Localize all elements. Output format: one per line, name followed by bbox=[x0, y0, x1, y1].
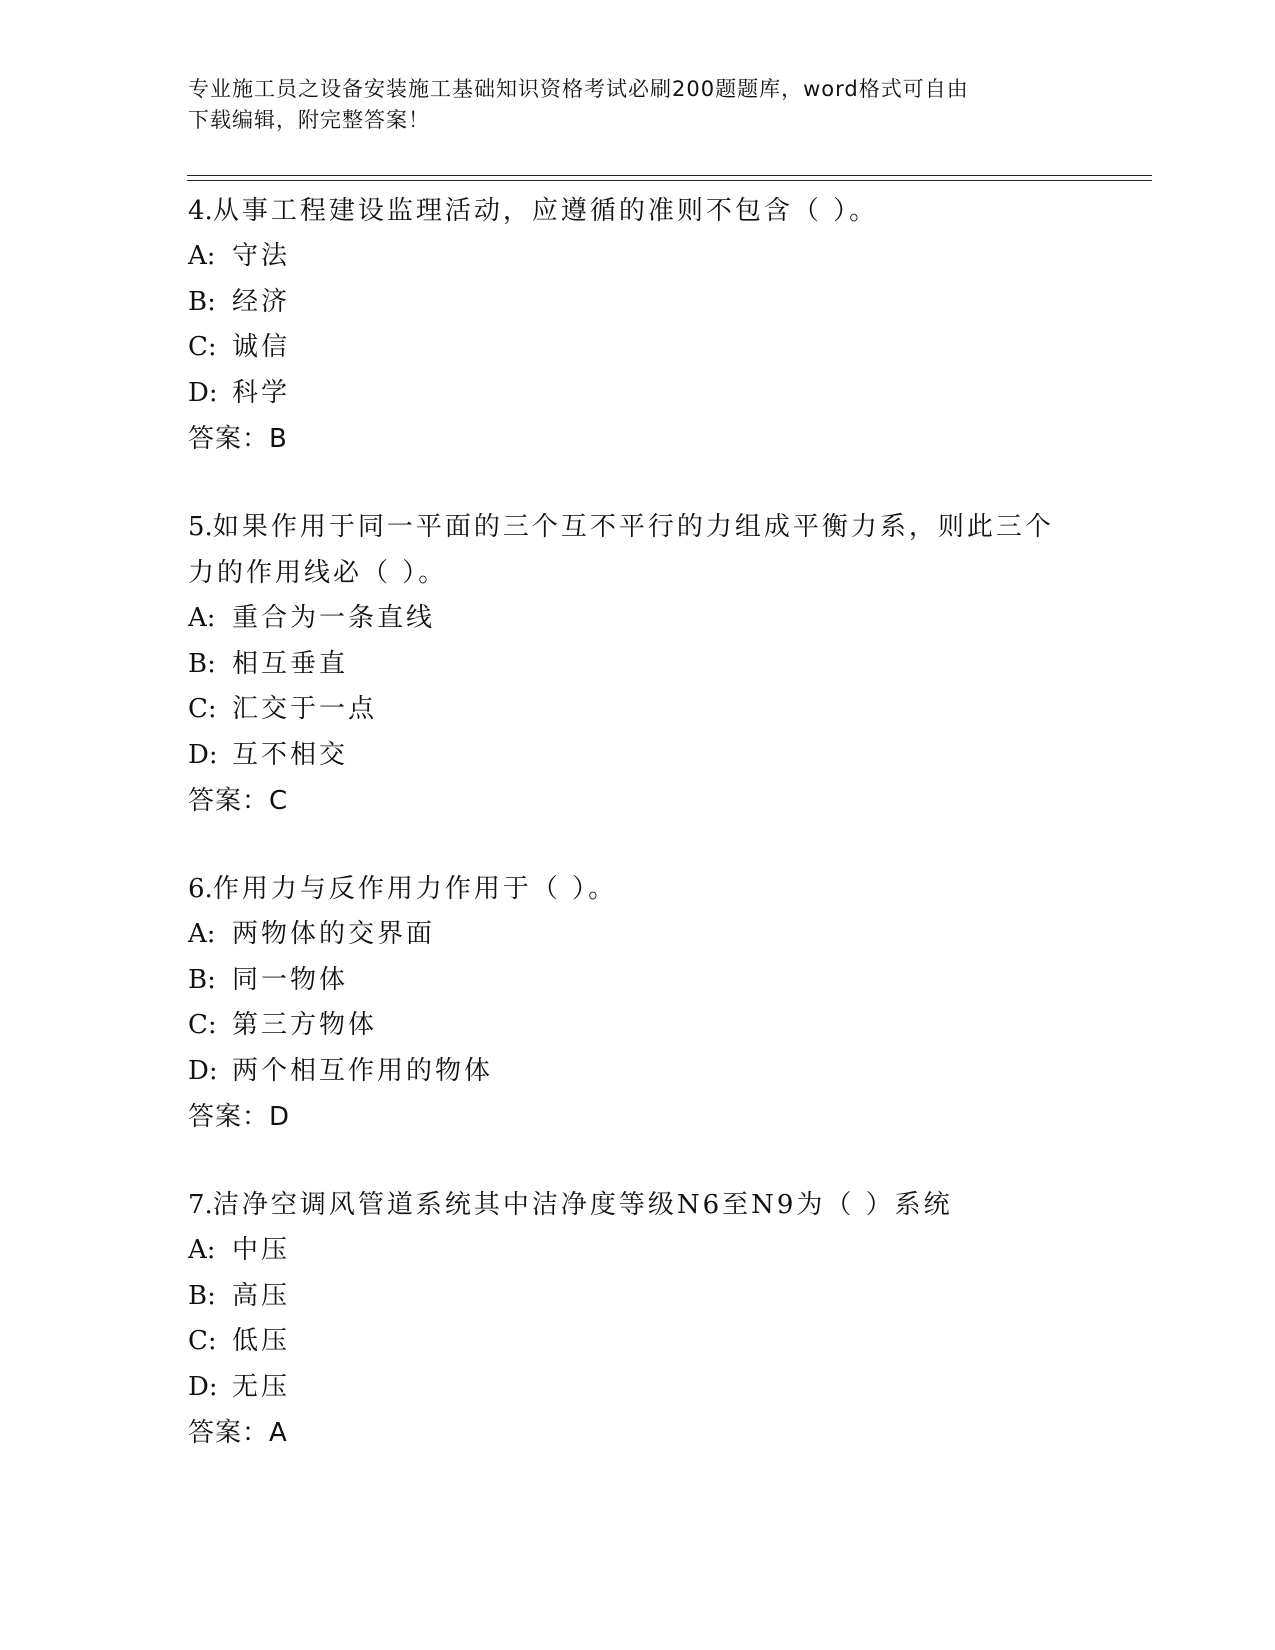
option-text: 经济 bbox=[232, 286, 291, 317]
option-row bbox=[188, 280, 1088, 326]
answer-line: 答案：C bbox=[188, 786, 289, 816]
question-stem bbox=[188, 1182, 1088, 1228]
question-block bbox=[188, 188, 1088, 462]
option-letter: D: bbox=[188, 1371, 218, 1402]
option-text: 无压 bbox=[232, 1371, 291, 1402]
question-text: 洁净空调风管道系统其中洁净度等级N6至N9为（ ）系统 bbox=[212, 1190, 953, 1220]
question-number: 4. bbox=[188, 196, 213, 226]
question-stem bbox=[188, 188, 1088, 234]
option-row bbox=[188, 596, 1088, 642]
option-row bbox=[188, 1274, 1088, 1320]
question-number: 7. bbox=[188, 1190, 213, 1220]
option-letter: B: bbox=[188, 964, 216, 995]
option-letter: C: bbox=[188, 332, 217, 362]
option-row bbox=[188, 234, 1088, 280]
option-letter: B: bbox=[188, 648, 216, 679]
option-text: 高压 bbox=[232, 1280, 291, 1311]
option-text: 低压 bbox=[232, 1326, 291, 1356]
option-text: 同一物体 bbox=[232, 964, 349, 995]
option-row bbox=[188, 1003, 1088, 1049]
option-row bbox=[188, 1049, 1088, 1095]
question-number: 6. bbox=[188, 874, 213, 904]
option-text: 互不相交 bbox=[232, 739, 349, 770]
option-letter: B: bbox=[188, 286, 216, 317]
option-text: 两物体的交界面 bbox=[232, 919, 436, 949]
option-text: 汇交于一点 bbox=[232, 694, 378, 724]
answer-line: 答案：D bbox=[188, 1102, 291, 1132]
question-text: 如果作用于同一平面的三个互不平行的力组成平衡力系，则此三个 bbox=[212, 512, 1054, 542]
question-list bbox=[188, 188, 1088, 1498]
question-number: 5. bbox=[188, 512, 213, 542]
header-divider-top bbox=[187, 175, 1152, 176]
option-text: 中压 bbox=[232, 1235, 291, 1265]
option-text: 第三方物体 bbox=[232, 1010, 378, 1040]
option-row bbox=[188, 642, 1088, 688]
option-text: 守法 bbox=[232, 241, 291, 271]
option-letter: B: bbox=[188, 1280, 216, 1311]
question-stem bbox=[188, 866, 1088, 912]
option-row bbox=[188, 1228, 1088, 1274]
option-text: 诚信 bbox=[232, 332, 291, 362]
option-letter: C: bbox=[188, 1326, 217, 1356]
option-text: 两个相互作用的物体 bbox=[232, 1055, 494, 1086]
option-letter: A: bbox=[188, 919, 216, 949]
question-text: 力的作用线必（ ）。 bbox=[188, 558, 448, 588]
option-letter: C: bbox=[188, 694, 217, 724]
question-text: 作用力与反作用力作用于（ ）。 bbox=[212, 874, 618, 904]
option-text: 科学 bbox=[232, 377, 291, 408]
option-row bbox=[188, 687, 1088, 733]
document-header bbox=[188, 74, 1088, 136]
option-text: 相互垂直 bbox=[232, 648, 349, 679]
option-letter: A: bbox=[188, 603, 216, 633]
header-divider-bottom bbox=[187, 180, 1152, 181]
option-row bbox=[188, 1319, 1088, 1365]
option-row bbox=[188, 733, 1088, 779]
option-letter: D: bbox=[188, 377, 218, 408]
answer-line: 答案：B bbox=[188, 424, 288, 454]
option-row bbox=[188, 912, 1088, 958]
header-line-2: 下载编辑，附完整答案！ bbox=[188, 108, 430, 132]
option-row bbox=[188, 371, 1088, 417]
question-block bbox=[188, 866, 1088, 1140]
option-letter: D: bbox=[188, 739, 218, 770]
header-line-1: 专业施工员之设备安装施工基础知识资格考试必刷200题题库，word格式可自由 bbox=[188, 77, 969, 101]
question-text: 从事工程建设监理活动，应遵循的准则不包含（ ）。 bbox=[212, 196, 879, 226]
question-stem-continued bbox=[188, 550, 1088, 596]
question-block bbox=[188, 1182, 1088, 1456]
option-letter: D: bbox=[188, 1055, 218, 1086]
option-text: 重合为一条直线 bbox=[232, 603, 436, 633]
question-block bbox=[188, 504, 1088, 824]
question-stem bbox=[188, 504, 1088, 550]
option-letter: A: bbox=[188, 241, 216, 271]
option-letter: A: bbox=[188, 1235, 216, 1265]
answer-line: 答案：A bbox=[188, 1418, 288, 1448]
option-row bbox=[188, 958, 1088, 1004]
option-row bbox=[188, 325, 1088, 371]
option-row bbox=[188, 1365, 1088, 1411]
option-letter: C: bbox=[188, 1010, 217, 1040]
